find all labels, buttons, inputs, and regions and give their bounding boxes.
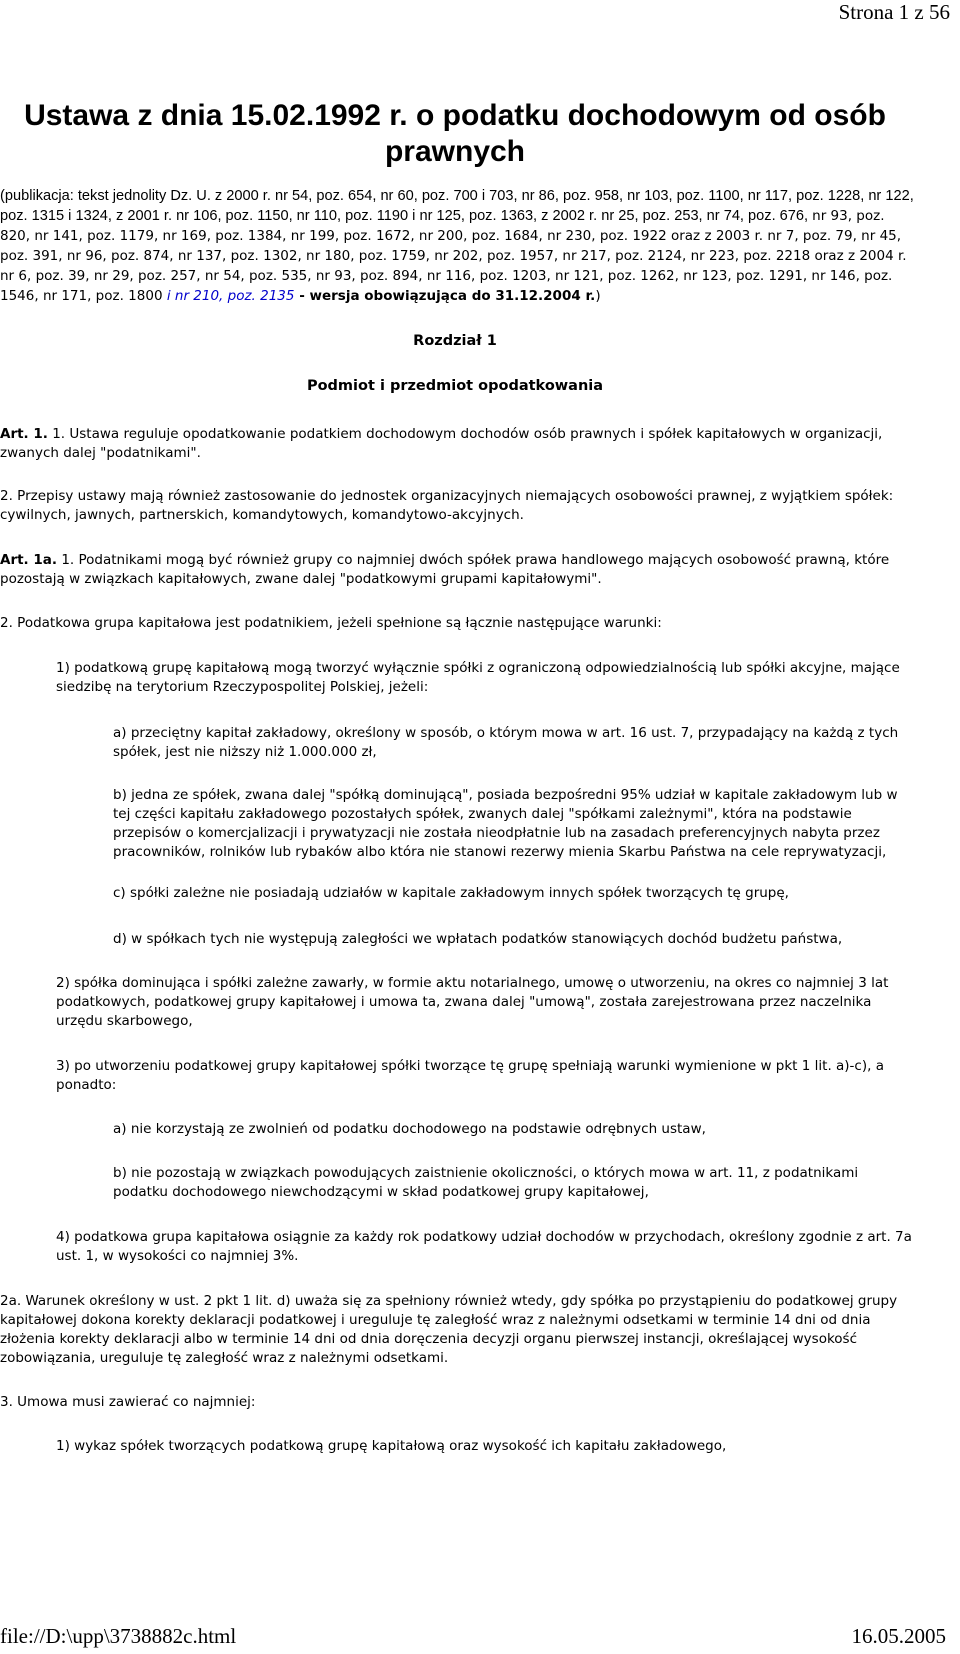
art1a-text: 1. Podatnikami mogą być również grupy co najmniej dwóch spółek prawa handlowego mających osobowość prawną, które pozostają w związkach kapitałowych, zwane dalej "podatkowymi grupami kapitałowymi". xyxy=(0,552,890,587)
art1a-para3: 3. Umowa musi zawierać co najmniej: xyxy=(0,1394,256,1410)
art1a-para2a: 2a. Warunek określony w ust. 2 pkt 1 lit. d) uważa się za spełniony również wtedy, gdy spółka po przystąpieniu do podatkowej grupy kapitałowej dokona korekty deklaracji podatkowej i ureguluje tę zaległość wraz z należnymi odsetkami w terminie 14 dni od dnia złożenia korekty deklaracji albo w terminie 14 dni od dnia doręczenia decyzji organu pierwszej instancji, określającej wysokość zobowiązania, ureguluje tę zaległość wraz z należnymi odsetkami. xyxy=(0,1293,898,1366)
art1a-point4: 4) podatkowa grupa kapitałowa osiągnie za każdy rok podatkowy udział dochodów w przychodach, określony zgodnie z art. 7a ust. 1, w wysokości co najmniej 3%. xyxy=(56,1229,912,1264)
art1a-point1c: c) spółki zależne nie posiadają udziałów w kapitale zakładowym innych spółek tworzących tę grupę, xyxy=(113,885,789,901)
publication-close: ) xyxy=(595,288,601,304)
publication-info xyxy=(0,186,915,306)
art1-para1 xyxy=(0,425,912,463)
art1a-point2: 2) spółka dominująca i spółki zależne zawarły, w formie aktu notarialnego, umowę o utworzeniu, na okres co najmniej 3 lat podatkowych, podatkowej grupy kapitałowej i umowa ta, zwana dalej "umową", została zarejestrowana przez naczelnika urzędu skarbowego, xyxy=(56,975,889,1029)
version-note: - wersja obowiązująca do 31.12.2004 r. xyxy=(294,288,596,304)
chapter-title: Podmiot i przedmiot opodatkowania xyxy=(306,378,604,394)
art1a-label: Art. 1a. xyxy=(0,552,58,568)
document-title: Ustawa z dnia 15.02.1992 r. o podatku dochodowym od osób prawnych xyxy=(24,99,886,168)
publication-text-cont: nr 93, poz. 820, nr 141, poz. 1179, nr 169, poz. 1384, nr 199, poz. 1672, nr 200, poz. 1684, nr 230, poz. 1922 oraz z 2003 r. nr 7, poz. 79, nr 45, poz. 391, nr 96, poz. 874, nr 137, poz. 1302, nr 180, poz. 1759, nr 202, poz. 1957, nr 217, poz. 2124, nr 223, poz. 2218 oraz z 2004 r. nr 6, poz. 39, nr 29, poz. 257, nr 54, poz. 535, nr 93, poz. 894, nr 116, poz. 1203, nr 121, poz. 1262, nr 123, poz. 1291, nr 146, poz. 1546, nr 171, poz. 1800 xyxy=(0,208,907,304)
art1-para2: 2. Przepisy ustawy mają również zastosowanie do jednostek organizacyjnych niemających osobowości prawnej, z wyjątkiem spółek: cywilnych, jawnych, partnerskich, komandytowych, komandytowo-akcyjnych. xyxy=(0,488,894,523)
chapter-number: Rozdział 1 xyxy=(413,333,497,349)
art1a-point1d: d) w spółkach tych nie występują zaległości we wpłatach podatków stanowiących dochód budżetu państwa, xyxy=(113,931,843,947)
art1-label: Art. 1. xyxy=(0,426,48,442)
art1a-point1b: b) jedna ze spółek, zwana dalej "spółką dominującą", posiada bezpośredni 95% udział w kapitale zakładowym lub w tej części kapitału zakładowego pozostałych spółek, zwanych dalej "spółkami zależnymi", która na podstawie przepisów o komercjalizacji i prywatyzacji nie została nieodpłatnie lub na zasadach preferencyjnych nabyta przez pracowników, rolników lub rybaków albo która nie stanowi rezerwy mienia Skarbu Państwa na cele reprywatyzacji, xyxy=(113,787,898,860)
footer-file-path: file://D:\upp\3738882c.html xyxy=(0,1624,237,1648)
art1a-point3b: b) nie pozostają w związkach powodujących zaistnienie okoliczności, o których mowa w art. 11, z podatnikami podatku dochodowego niewchodzącymi w skład podatkowej grupy kapitałowej, xyxy=(113,1165,859,1200)
art1-text: 1. Ustawa reguluje opodatkowanie podatkiem dochodowym dochodów osób prawnych i spółek kapitałowych w organizacji, zwanych dalej "podatnikami". xyxy=(0,426,883,461)
art1a-point3: 3) po utworzeniu podatkowej grupy kapitałowej spółki tworzące tę grupę spełniają warunki wymienione w pkt 1 lit. a)-c), a ponadto: xyxy=(56,1058,884,1093)
art1a-para1 xyxy=(0,551,912,589)
publication-link[interactable]: i nr 210, poz. 2135 xyxy=(166,288,295,304)
page-number: Strona 1 z 56 xyxy=(838,0,950,24)
footer-date: 16.05.2005 xyxy=(851,1624,946,1648)
art1a-para2: 2. Podatkowa grupa kapitałowa jest podatnikiem, jeżeli spełnione są łącznie następujące warunki: xyxy=(0,615,662,631)
art1a-point3a: a) nie korzystają ze zwolnień od podatku dochodowego na podstawie odrębnych ustaw, xyxy=(113,1121,706,1137)
publication-text: (publikacja: tekst jednolity Dz. U. z 2000 r. nr 54, poz. 654, nr 60, poz. 700 i 703, nr 86, poz. 958, nr 103, poz. 1100, nr 117, poz. 1228, nr 122, poz. 1315 i 1324, z 2001 r. nr 106, poz. 1150, nr 110, poz. 1190 i nr 125, poz. 1363, z 2002 r. nr 25, poz. 253, nr 74, poz. 676, xyxy=(0,188,914,224)
art1a-point1: 1) podatkową grupę kapitałową mogą tworzyć wyłącznie spółki z ograniczoną odpowiedzialnością lub spółki akcyjne, mające siedzibę na terytorium Rzeczypospolitej Polskiej, jeżeli: xyxy=(56,660,900,695)
art1a-para3-point1: 1) wykaz spółek tworzących podatkową grupę kapitałową oraz wysokość ich kapitału zakładowego, xyxy=(56,1438,727,1454)
art1a-point1a: a) przeciętny kapitał zakładowy, określony w sposób, o którym mowa w art. 16 ust. 7, przypadający na każdą z tych spółek, jest nie niższy niż 1.000.000 zł, xyxy=(113,725,899,760)
